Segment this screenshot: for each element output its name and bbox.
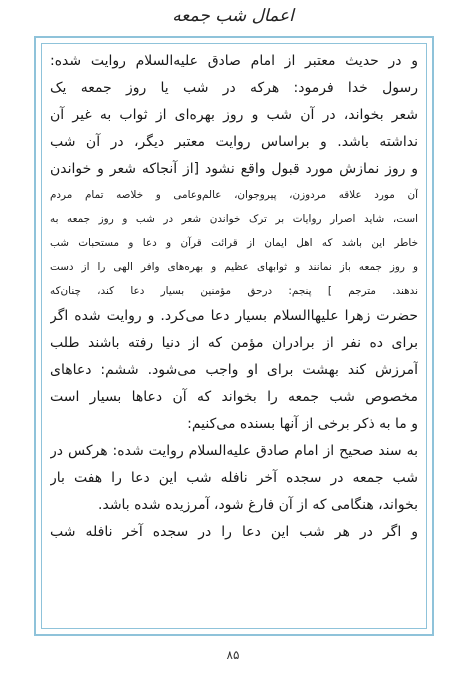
- text-line-translator-note: ندهند. مترجم ] پنجم: درحق مؤمنین بسیار دعا کند، چنان‌که: [50, 285, 418, 297]
- text-line: مخصوص شب جمعه را بخواند که آن دعاها بسیار است: [50, 389, 418, 405]
- text-line-translator-note: آن مورد علاقه مردوزن، پیروجوان، عالم‌وعامی و خلاصه تمام مردم: [50, 189, 418, 201]
- page-number: ۸۵: [226, 648, 240, 662]
- text-line: بخواند، هنگامی که از آن فارغ شود، آمرزیده شده باشد.: [98, 497, 418, 513]
- body-text: [50, 48, 418, 626]
- text-line-translator-note: خاطر این باشد که اهل ایمان از قرائت قرآن و دعا و مستحبات شب: [50, 237, 418, 249]
- text-line: رسول خدا فرمود: هرکه در شب یا روز جمعه یک: [50, 80, 418, 96]
- text-line: به سند صحیح از امام صادق علیه‌السلام روایت شده: هرکس در: [50, 443, 418, 459]
- text-line: شب جمعه در سجده آخر نافله شب این دعا را هفت بار: [50, 470, 418, 486]
- text-line: و اگر در هر شب این دعا را در سجده آخر نافله شب: [50, 524, 418, 540]
- text-line: و ما به ذکر برخی از آنها بسنده می‌کنیم:: [187, 416, 418, 432]
- text-line: حضرت زهرا علیهاالسلام بسیار دعا می‌کرد. و روایت شده اگر: [50, 308, 418, 324]
- text-line: و روز نمازش مورد قبول واقع نشود [از آنجاکه شعر و خواندن: [50, 161, 418, 177]
- text-line: نداشته باشد. و براساس روایت معتبر دیگر، در آن شب: [50, 134, 418, 150]
- text-line-translator-note: و روز جمعه باز نمانند و ثوابهای عظیم و بهره‌های وافر الهی را از دست: [50, 261, 418, 273]
- page-header-title: اعمال شب جمعه: [172, 6, 294, 26]
- text-line: و در حدیث معتبر از امام صادق علیه‌السلام روایت شده:: [50, 53, 418, 69]
- text-line-translator-note: است، شاید اصرار روایات بر ترک خواندن شعر در شب و روز جمعه به: [50, 213, 418, 225]
- text-line: برای ده نفر از برادران مؤمن که از دنیا رفته باشند طلب: [50, 335, 418, 351]
- text-line: آمرزش کند بهشت برای او واجب می‌شود. ششم: دعاهای: [50, 362, 418, 378]
- text-line: شعر بخواند، در آن شب و روز بهره‌ای از ثواب به غیر آن: [50, 107, 418, 123]
